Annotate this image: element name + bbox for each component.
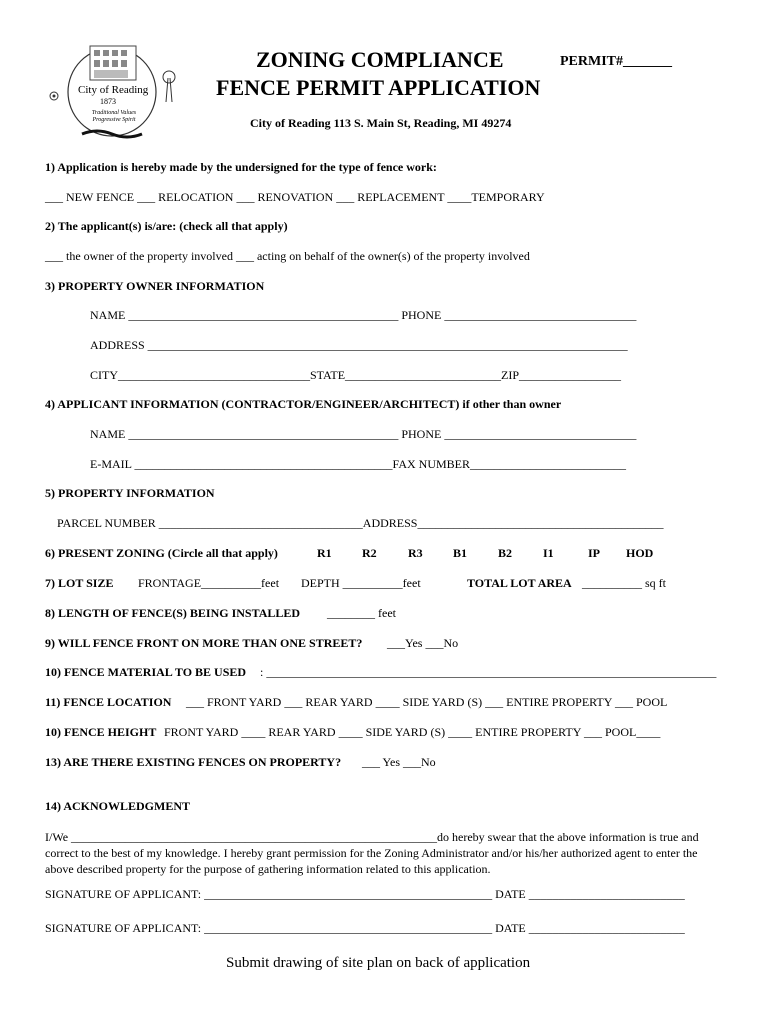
logo-tagline: Traditional Values Progressive Spirit <box>91 110 137 123</box>
section-5-heading: 5) PROPERTY INFORMATION <box>45 486 215 500</box>
fence-location-options[interactable]: ___ FRONT YARD ___ REAR YARD ____ SIDE YARD (S) ___ ENTIRE PROPERTY ___ POOL <box>186 695 668 709</box>
signature-line-1[interactable]: SIGNATURE OF APPLICANT: ________________________________________________ DATE __________________________ <box>45 887 685 901</box>
applicant-email-fax-field[interactable]: E-MAIL ___________________________________________FAX NUMBER__________________________ <box>90 457 626 471</box>
multi-street-yes-no[interactable]: ___Yes ___No <box>387 636 459 650</box>
section-4-heading: 4) APPLICANT INFORMATION (CONTRACTOR/ENGINEER/ARCHITECT) if other than owner <box>45 397 562 411</box>
fence-material-field[interactable]: : ___________________________________________________________________________ <box>260 665 717 679</box>
title-line-2: FENCE PERMIT APPLICATION <box>216 75 541 100</box>
section-1-heading: 1) Application is hereby made by the undersigned for the type of fence work: <box>45 160 437 174</box>
logo-year: 1873 <box>100 97 116 106</box>
logo-city-name: City of Reading <box>78 84 149 96</box>
zone-r2[interactable]: R2 <box>362 546 377 560</box>
owner-city-state-zip-field[interactable]: CITY________________________________STATE__________________________ZIP_________________ <box>90 368 622 382</box>
section-12-heading: 10) FENCE HEIGHT <box>45 725 157 739</box>
depth-field[interactable]: DEPTH __________feet <box>301 576 421 590</box>
zone-b1[interactable]: B1 <box>453 546 468 560</box>
permit-number: PERMIT#_______ <box>560 54 672 69</box>
frontage-field[interactable]: FRONTAGE__________feet <box>138 576 280 590</box>
total-lot-area-field[interactable]: __________ sq ft <box>582 576 666 590</box>
section-14-heading: 14) ACKNOWLEDGMENT <box>45 799 191 813</box>
zone-r1[interactable]: R1 <box>317 546 332 560</box>
parcel-address-field[interactable]: PARCEL NUMBER __________________________________ADDRESS_________________________________________ <box>57 516 664 530</box>
zone-i1[interactable]: I1 <box>543 546 554 560</box>
section-9-heading: 9) WILL FENCE FRONT ON MORE THAN ONE STREET? <box>45 636 363 650</box>
owner-name-phone-field[interactable]: NAME _____________________________________________ PHONE ________________________________ <box>90 308 637 322</box>
footer-note: Submit drawing of site plan on back of application <box>226 955 531 971</box>
section-10-heading: 10) FENCE MATERIAL TO BE USED <box>45 665 247 679</box>
section-2-heading: 2) The applicant(s) is/are: (check all that apply) <box>45 219 288 233</box>
applicant-type-options[interactable]: ___ the owner of the property involved ___ acting on behalf of the owner(s) of the property involved <box>45 249 530 263</box>
city-seal-logo <box>42 40 182 140</box>
signature-line-2[interactable]: SIGNATURE OF APPLICANT: ________________________________________________ DATE __________________________ <box>45 921 685 935</box>
section-13-heading: 13) ARE THERE EXISTING FENCES ON PROPERTY? <box>45 755 342 769</box>
applicant-name-phone-field[interactable]: NAME _____________________________________________ PHONE ________________________________ <box>90 427 637 441</box>
owner-address-field[interactable]: ADDRESS ________________________________________________________________________________ <box>90 338 628 352</box>
section-7-heading: 7) LOT SIZE <box>45 576 114 590</box>
title-line-1: ZONING COMPLIANCE <box>256 47 504 72</box>
zone-hod[interactable]: HOD <box>626 546 654 560</box>
total-lot-area-label: TOTAL LOT AREA <box>467 576 572 590</box>
section-11-heading: 11) FENCE LOCATION <box>45 695 172 709</box>
fence-height-options[interactable]: FRONT YARD ____ REAR YARD ____ SIDE YARD (S) ____ ENTIRE PROPERTY ___ POOL____ <box>164 725 661 739</box>
existing-fences-yes-no[interactable]: ___ Yes ___No <box>362 755 436 769</box>
fence-work-options[interactable]: ___ NEW FENCE ___ RELOCATION ___ RENOVATION ___ REPLACEMENT ____TEMPORARY <box>45 190 545 204</box>
section-8-heading: 8) LENGTH OF FENCE(S) BEING INSTALLED <box>45 606 301 620</box>
zone-b2[interactable]: B2 <box>498 546 513 560</box>
zone-ip[interactable]: IP <box>588 546 600 560</box>
city-address: City of Reading 113 S. Main St, Reading, MI 49274 <box>250 116 512 130</box>
fence-length-field[interactable]: ________ feet <box>327 606 396 620</box>
acknowledgment-text: I/We _____________________________________________________________do hereby swear that the above information is true and correct to the best of my knowledge. I hereby grant permission for the Zoning Administrator and/or his/her authorized agent to enter the above described property for the purpose of gathering information related to this application. <box>45 830 699 876</box>
zone-r3[interactable]: R3 <box>408 546 423 560</box>
section-6-heading: 6) PRESENT ZONING (Circle all that apply) <box>45 546 278 560</box>
section-3-heading: 3) PROPERTY OWNER INFORMATION <box>45 279 265 293</box>
